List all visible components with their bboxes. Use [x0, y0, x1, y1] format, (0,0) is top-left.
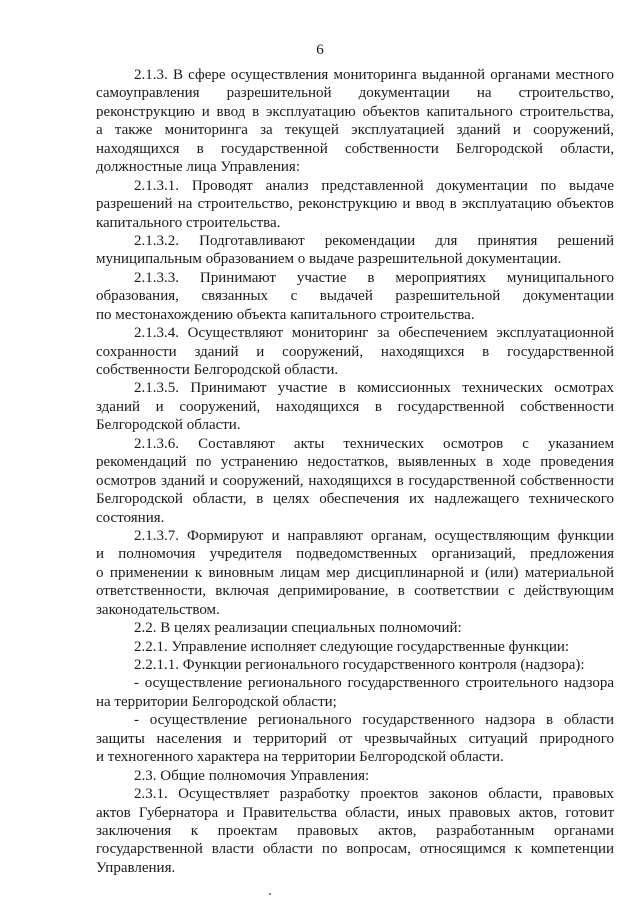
- text-line: 2.1.3. В сфере осуществления мониторинга выданной органами местного: [134, 67, 614, 83]
- text-line: 2.3. Общие полномочия Управления:: [134, 767, 370, 784]
- text-line: 2.1.3.1. Проводят анализ представленной документации по выдаче: [134, 177, 614, 194]
- text-line: 2.2.1.1. Функции регионального государственного контроля (надзора):: [134, 657, 585, 673]
- text-line: состояния.: [96, 509, 165, 526]
- text-line: законодательством.: [96, 601, 220, 618]
- text-line: рекомендаций по устранению недостатков, выявленных в ходе проведения: [96, 454, 614, 471]
- text-line: 2.1.3.5. Принимают участие в комиссионных технических осмотрах: [134, 380, 614, 397]
- text-line: сохранности зданий и сооружений, находящихся в государственной: [96, 343, 614, 360]
- text-line: образования, связанных с выдачей разрешительной документации: [96, 288, 614, 305]
- text-line: Белгородской области, в целях обеспечения их надлежащего технического: [96, 491, 614, 508]
- text-line: 2.1.3.2. Подготавливают рекомендации для принятия решений: [134, 232, 614, 249]
- text-line: 2.1.3.6. Составляют акты технических осмотров с указанием: [134, 435, 614, 452]
- text-line: реконструкцию и ввод в эксплуатацию объектов капитального строительства,: [96, 103, 614, 120]
- text-line: заключения к проектам правовых актов, разработанным органами: [96, 822, 614, 839]
- text-line: 2.1.3.7. Формируют и направляют органам, осуществляющим функции: [134, 527, 614, 544]
- text-line: собственности Белгородской области.: [96, 362, 339, 378]
- text-line: Белгородской области.: [96, 417, 241, 434]
- text-line: ответственности, включая депримирование, в соответствии с действующим: [96, 583, 614, 600]
- text-line: осмотров зданий и сооружений, находящихся в государственной собственности: [96, 472, 614, 489]
- text-line: и техногенного характера на территории Белгородской области.: [96, 749, 504, 766]
- text-line: капитального строительства.: [96, 214, 281, 231]
- text-line: 2.2. В целях реализации специальных полномочий:: [134, 620, 462, 637]
- text-line: самоуправления разрешительной документации на строительство,: [96, 85, 614, 102]
- text-line: 2.3.1. Осуществляет разработку проектов законов области, правовых: [134, 786, 614, 803]
- text-line: находящихся в государственной собственности Белгородской области,: [96, 140, 614, 157]
- text-line: на территории Белгородской области;: [96, 693, 337, 710]
- text-line: 2.2.1. Управление исполняет следующие государственные функции:: [134, 638, 570, 655]
- text-line: а также мониторинга за текущей эксплуатацией зданий и сооружений,: [96, 122, 614, 139]
- text-line: и полномочия учредителя подведомственных организаций, предложения: [96, 546, 614, 563]
- document-body: [96, 66, 614, 877]
- text-line: Управления.: [96, 859, 176, 876]
- text-line: зданий и сооружений, находящихся в государственной собственности: [96, 398, 614, 415]
- page-number: 6: [316, 42, 324, 58]
- text-line: о применении к виновным лицам мер дисциплинарной и (или) материальной: [96, 564, 614, 581]
- text-line: 2.1.3.3. Принимают участие в мероприятиях муниципального: [134, 269, 614, 286]
- text-line: защиты населения и территорий от чрезвычайных ситуаций природного: [96, 730, 614, 747]
- text-line: муниципальным образованием о выдаче разрешительной документации.: [96, 251, 562, 268]
- text-line: - осуществление регионального государственного надзора в области: [134, 712, 614, 729]
- text-line: актов Губернатора и Правительства области, иных правовых актов, готовит: [96, 804, 614, 821]
- text-line: разрешений на строительство, реконструкцию и ввод в эксплуатацию объектов: [96, 196, 614, 213]
- text-line: - осуществление регионального государственного строительного надзора: [134, 675, 614, 692]
- text-line: по местонахождению объекта капитального строительства.: [96, 306, 475, 323]
- text-line: государственной власти области по вопросам, относящимся к компетенции: [96, 841, 614, 858]
- text-line: должностные лица Управления:: [96, 159, 300, 176]
- text-line: 2.1.3.4. Осуществляют мониторинг за обеспечением эксплуатационной: [134, 325, 614, 342]
